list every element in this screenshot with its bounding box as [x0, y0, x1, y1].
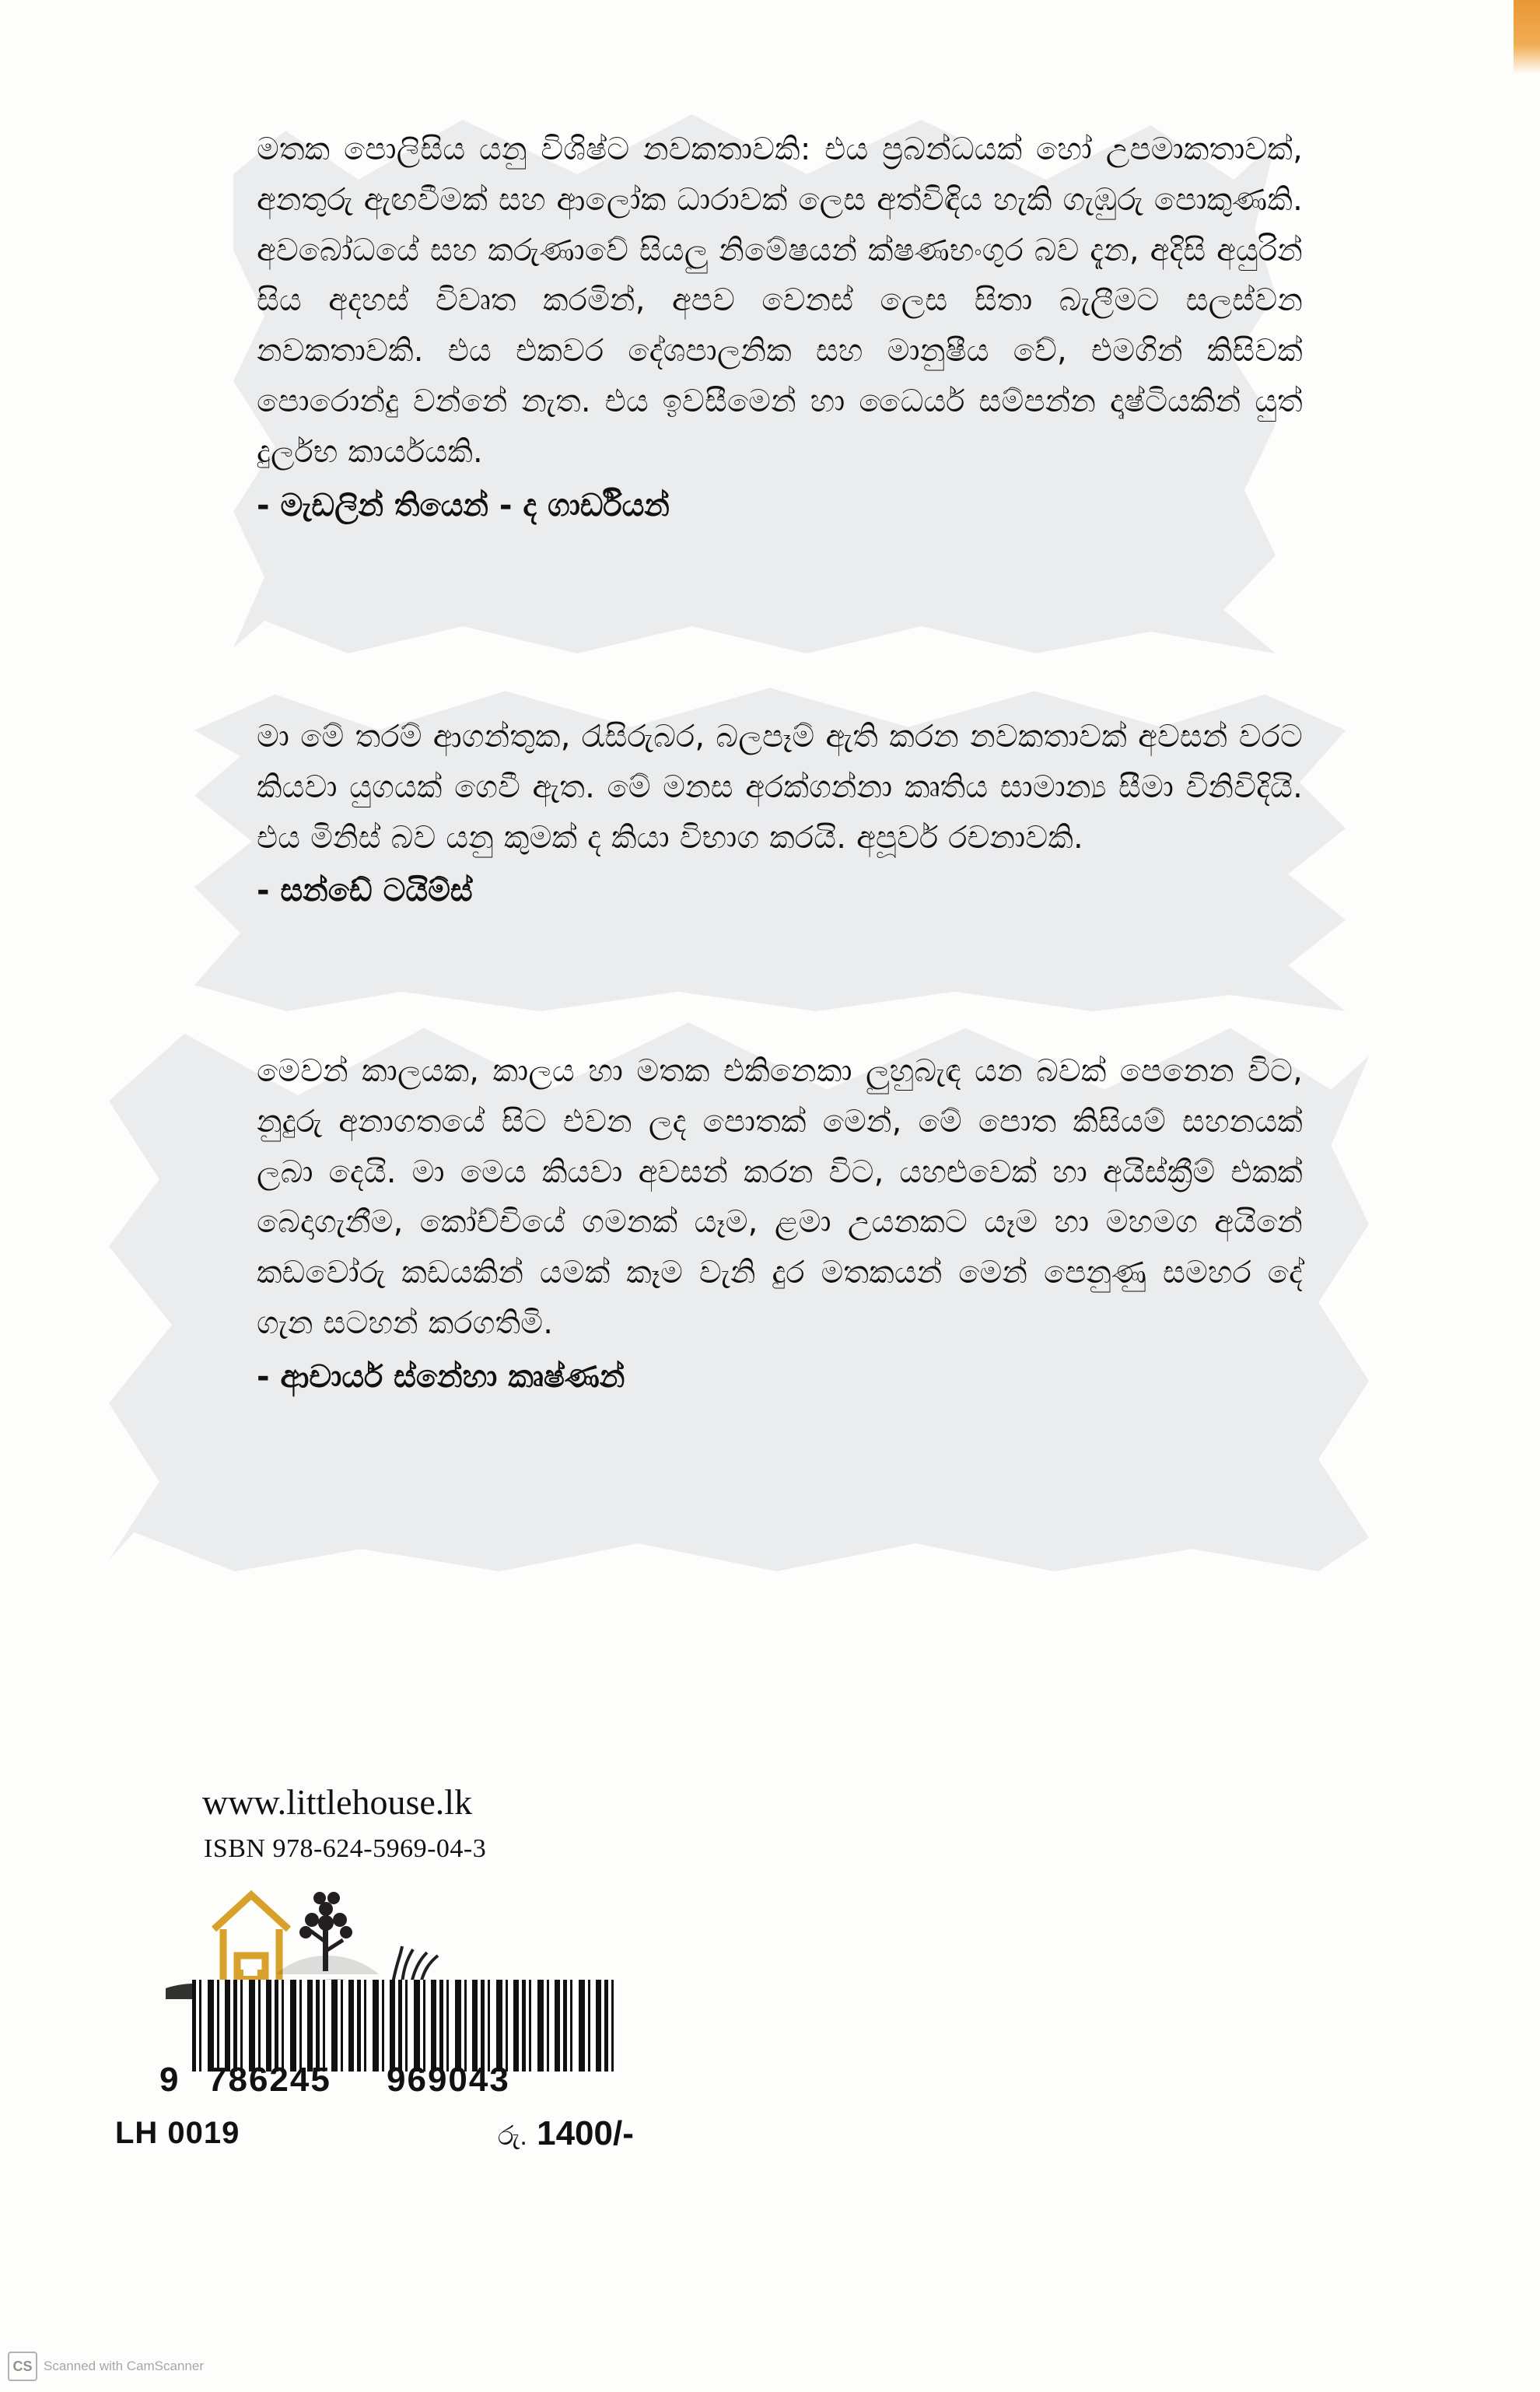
review-quote-3: [257, 1046, 1303, 1400]
publisher-website[interactable]: www.littlehouse.lk: [202, 1782, 473, 1822]
review-quote-1-attribution: - මැඩලින් තියෙන් - ද ගාර්ඩියන්: [257, 487, 670, 524]
review-quote-2-text: මා මේ තරම් ආගන්තුක, රැසිරුබර, බලපෑම් ඇති කරන නවකතාවක් අවසන් වරට කියවා යුගයක් ගෙවී ඇත. මේ මනස අරක්ගන්නා කෘතිය සාමාන්‍ය සීමා විනිවිදියි. එය මිනිස් බව යනු කුමක් ද කියා විභාග කරයි. අපූර්ව රචනාවකි.: [257, 719, 1303, 856]
book-edge-sliver: [1514, 0, 1540, 75]
price-value: 1400/-: [537, 2114, 634, 2152]
review-quote-3-text: මෙවන් කාලයක, කාලය හා මතක එකිනෙකා ලුහුබැඳ යන බවක් පෙනෙන විට, නුදුරු අනාගතයේ සිට එවන ලද පොතක් මෙන්, මේ පොත කිසියම් සහනයක් ලබා දෙයි. මා මෙය කියවා අවසන් කරන විට, යහළුවෙක් හා අයිස්ක්‍රීම් එකක් බෙදාගැනීම, කෝච්චියේ ගමනක් යෑම, ළමා උයනකට යෑම හා මහමග අයිනේ කඩවෝරු කඩයකින් යමක් කෑම වැනි දුර මතකයන් මෙන් පෙනුණු සමහර දේ ගැන සටහන් කරගතිමි.: [257, 1053, 1303, 1341]
camscanner-badge: CS: [8, 2352, 37, 2381]
catalog-code: LH 0019: [115, 2116, 240, 2150]
barcode-bars: [192, 1980, 618, 2072]
barcode: [159, 1980, 618, 2099]
grass-icon: [393, 1946, 438, 1984]
review-quote-1-text: මතක පොලිසිය යනු විශිෂ්ට නවකතාවකි: එය ප්‍රබන්ධයක් හෝ උපමාකතාවක්, අනතුරු ඇඟවීමක් සහ ආලෝක ධාරාවක් ලෙස අත්විඳිය හැකි ගැඹුරු පොකුණකි. අවබෝධයේ සහ කරුණාවේ සියලු නිමේෂයන් ක්ෂණභංගුර බව දැන, අදිසි අයුරින් සිය අදහස් විවෘත කරමින්, අපව වෙනස් ලෙස සිතා බැලීමට සලස්වන නවකතාවකි. එය එකවර දේශපාලනික සහ මානුෂීය වේ, එමගින් කිසිවක් පොරොන්දු වන්නේ නැත. එය ඉවසීමෙන් හා ධෛර්ය සම්පන්න දෘෂ්ටියකින් යුත් දුර්ලභ කාර්යයකි.: [257, 131, 1303, 470]
barcode-lead-digit: 9: [159, 2061, 180, 2099]
price-currency: රු.: [498, 2121, 527, 2151]
review-quote-1: [257, 124, 1303, 529]
barcode-group-1: 786245: [208, 2061, 331, 2099]
review-quote-2-attribution: - සන්ඩේ ටයිම්ස්: [257, 873, 473, 909]
barcode-group-2: 969043: [387, 2061, 510, 2099]
isbn-text: ISBN 978-624-5969-04-3: [204, 1834, 487, 1863]
review-quote-2: [257, 712, 1303, 914]
price-label: [498, 2114, 634, 2153]
camscanner-label: Scanned with CamScanner: [44, 2359, 205, 2373]
review-quote-3-attribution: - ආචාර්ය ස්නේහා කෘෂ්ණන්: [257, 1358, 625, 1395]
camscanner-watermark: [8, 2352, 204, 2381]
